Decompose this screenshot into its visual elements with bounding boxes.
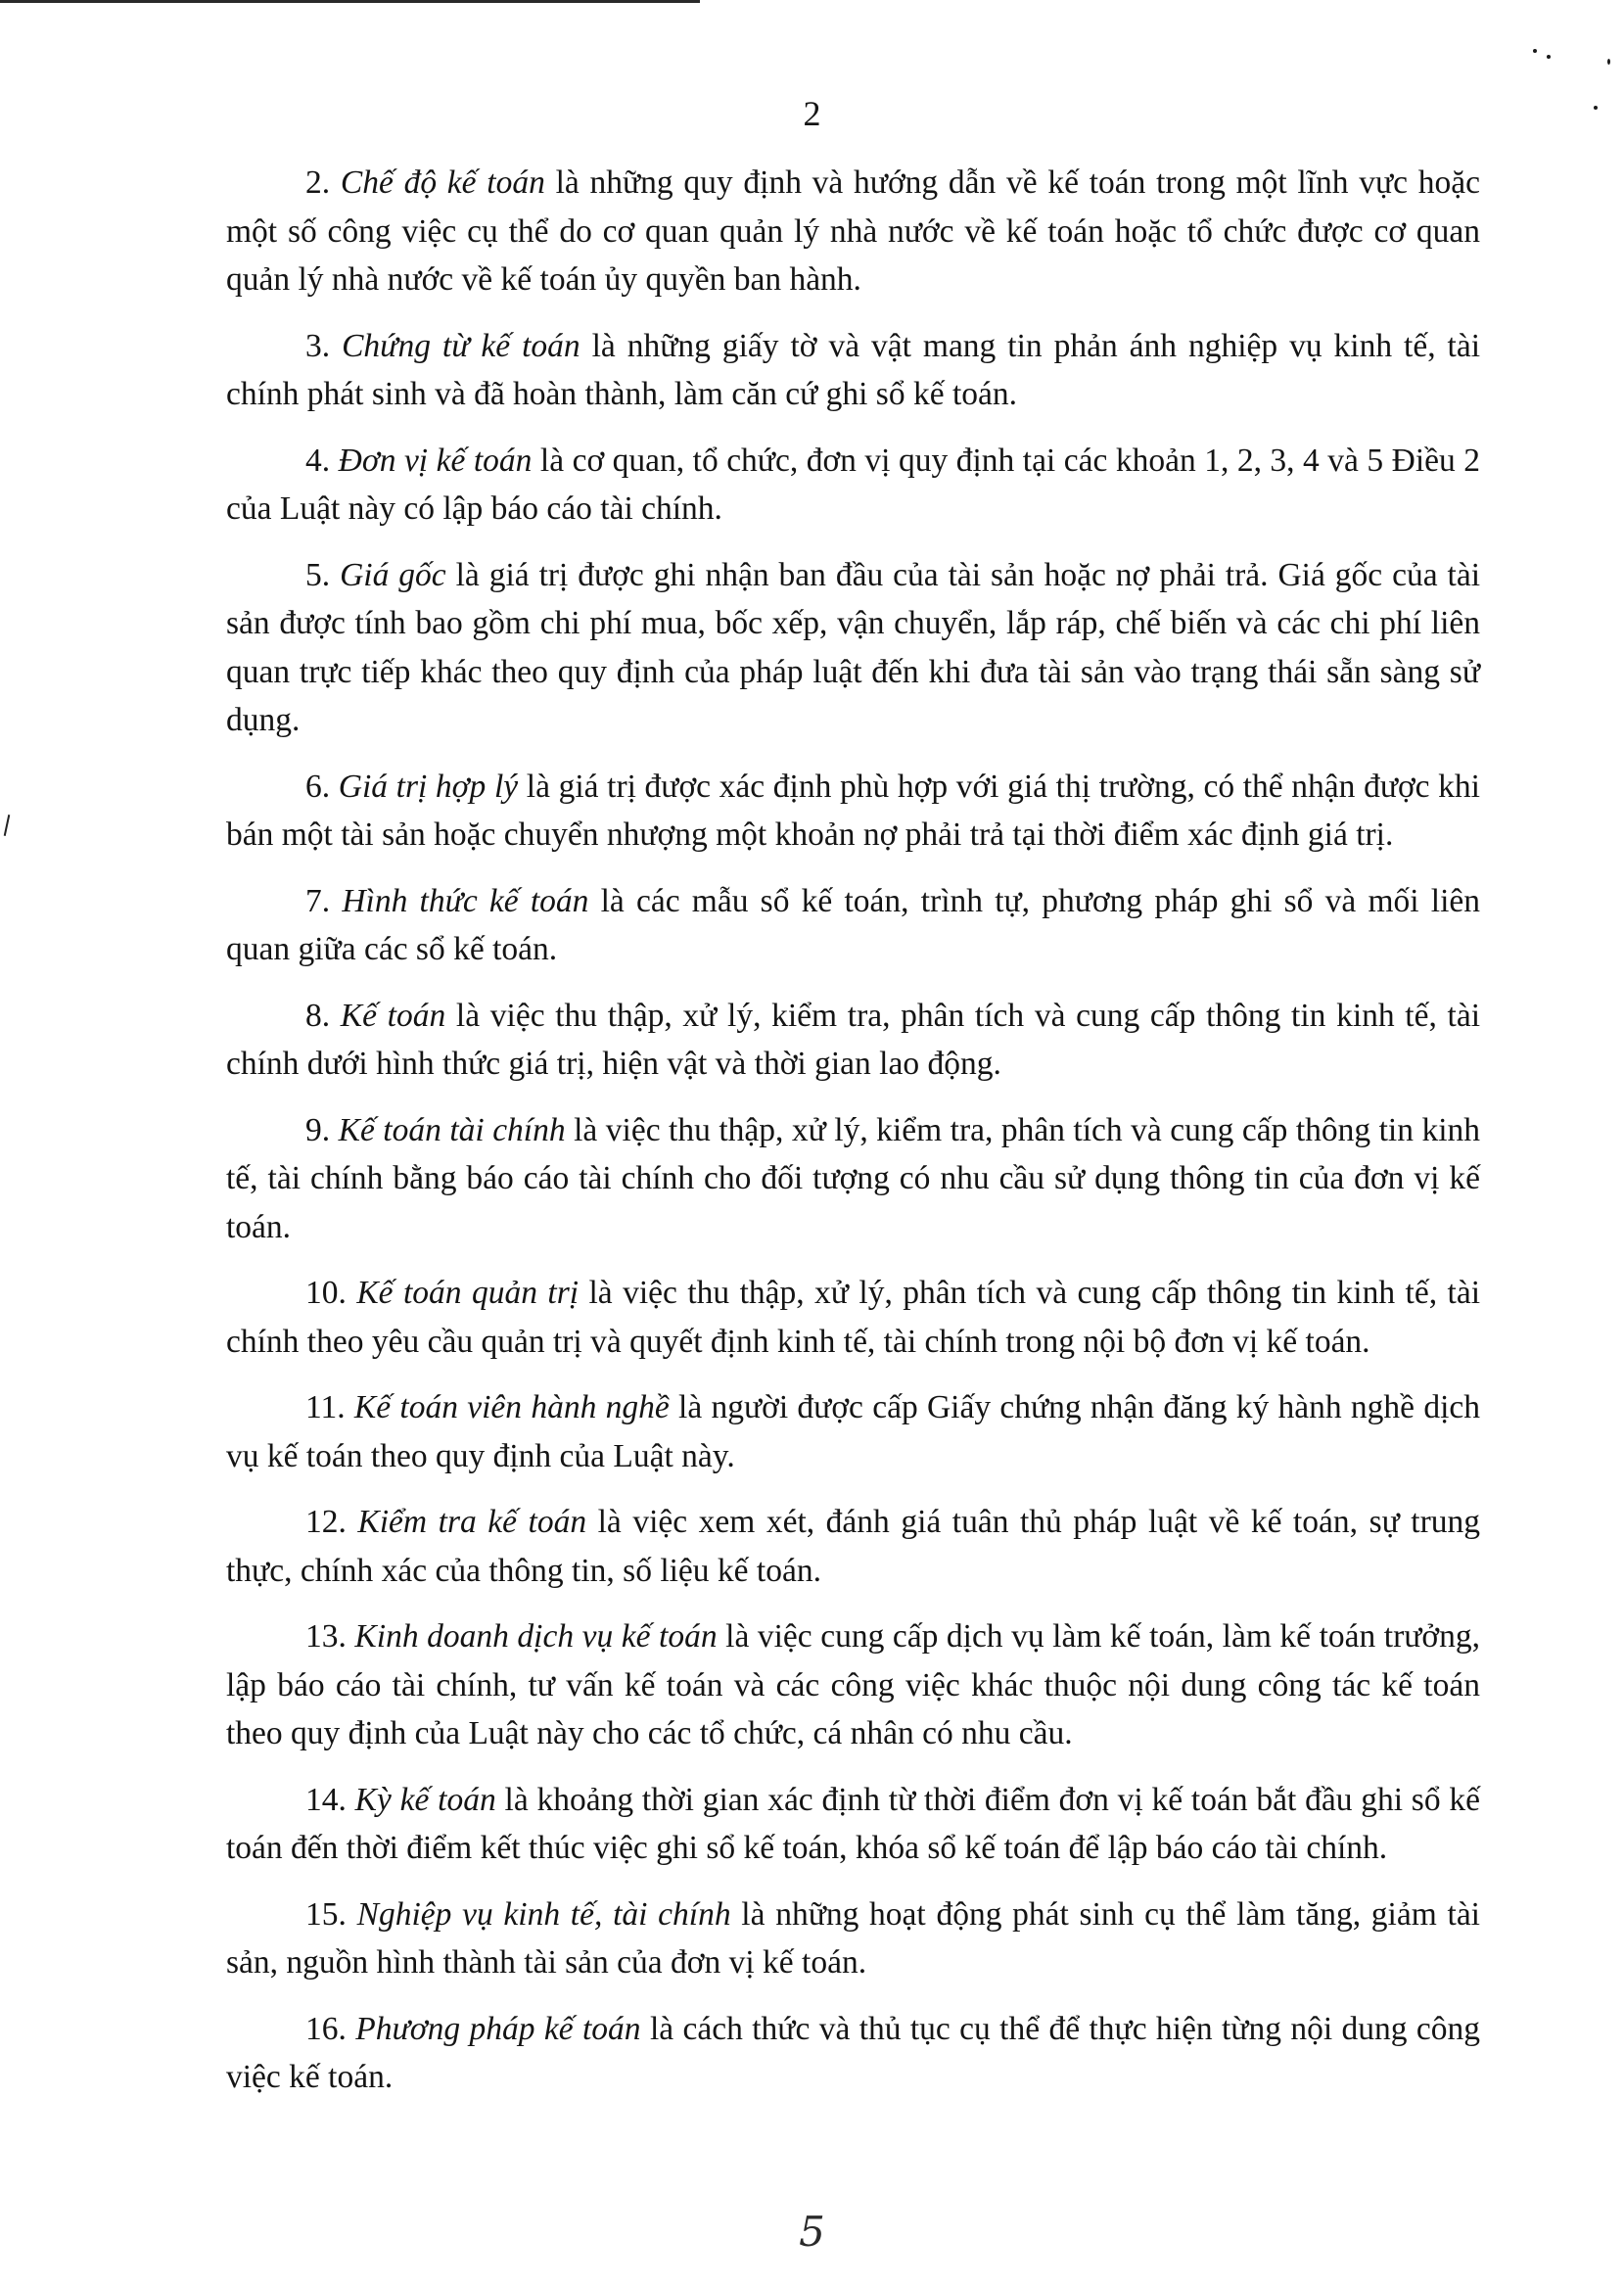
definition-text: là việc cung cấp dịch vụ làm kế toán, làm kế toán trưởng, lập báo cáo tài chính, tư vấn kế toán và các công việc khác thuộc nội dung công tác kế toán theo quy định của Luật này cho các tổ chức, cá nhân có nhu cầu.	[226, 1618, 1481, 1751]
definition-item	[226, 159, 1480, 304]
definition-text: là việc thu thập, xử lý, kiểm tra, phân tích và cung cấp thông tin kinh tế, tài chính dưới hình thức giá trị, hiện vật và thời gian lao động.	[226, 997, 1481, 1082]
definition-text: là việc thu thập, xử lý, kiểm tra, phân tích và cung cấp thông tin kinh tế, tài chính bằng báo cáo tài chính cho đối tượng có nhu cầu sử dụng thông tin của đơn vị kế toán.	[226, 1111, 1481, 1245]
definition-number: 8.	[305, 997, 331, 1034]
definition-text: là những quy định và hướng dẫn về kế toán trong một lĩnh vực hoặc một số công việc cụ thể do cơ quan quản lý nhà nước về kế toán hoặc tổ chức được cơ quan quản lý nhà nước về kế toán ủy quyền ban hành.	[226, 164, 1481, 298]
definition-item	[226, 551, 1480, 745]
margin-mark	[4, 815, 11, 836]
scan-speck	[1547, 55, 1551, 59]
definition-term: Giá gốc	[340, 556, 446, 593]
definition-term: Chế độ kế toán	[340, 164, 545, 201]
definition-number: 3.	[305, 327, 331, 364]
definition-term: Kế toán quản trị	[356, 1275, 580, 1311]
definition-number: 12.	[305, 1504, 347, 1540]
definition-number: 15.	[305, 1895, 347, 1933]
definition-number: 4.	[305, 442, 331, 479]
definition-text: là những hoạt động phát sinh cụ thể làm tăng, giảm tài sản, nguồn hình thành tài sản của đơn vị kế toán.	[226, 1895, 1480, 1981]
definition-text: là việc xem xét, đánh giá tuân thủ pháp luật về kế toán, sự trung thực, chính xác của thông tin, số liệu kế toán.	[226, 1504, 1481, 1589]
definition-number: 11.	[305, 1389, 346, 1425]
definition-term: Kiểm tra kế toán	[357, 1504, 587, 1540]
scan-speck	[1533, 49, 1537, 53]
scan-edge-line	[0, 0, 700, 3]
definition-term: Kế toán	[340, 997, 446, 1034]
definition-term: Hình thức kế toán	[342, 882, 589, 919]
definition-number: 7.	[305, 882, 331, 919]
definition-number: 9.	[305, 1111, 331, 1148]
definition-text: là cách thức và thủ tục cụ thể để thực hiện từng nội dung công việc kế toán.	[226, 2010, 1481, 2095]
definition-item	[226, 1106, 1480, 1252]
handwritten-page-mark: 5	[799, 2208, 825, 2256]
definition-text: là các mẫu sổ kế toán, trình tự, phương pháp ghi sổ và mối liên quan giữa các sổ kế toán.	[226, 882, 1481, 967]
definition-item	[226, 1498, 1480, 1595]
definition-term: Kỳ kế toán	[354, 1781, 496, 1818]
definition-term: Giá trị hợp lý	[338, 768, 519, 805]
definition-number: 2.	[305, 164, 331, 201]
definition-number: 5.	[305, 556, 331, 593]
definition-term: Chứng từ kế toán	[342, 327, 580, 364]
definition-item	[226, 1890, 1480, 1987]
definition-item	[226, 1383, 1480, 1480]
definition-text: là những giấy tờ và vật mang tin phản ánh nghiệp vụ kinh tế, tài chính phát sinh và đã hoàn thành, làm căn cứ ghi sổ kế toán.	[226, 327, 1481, 412]
definition-number: 6.	[305, 768, 331, 805]
page-number: 2	[803, 94, 821, 133]
definition-text: là giá trị được xác định phù hợp với giá thị trường, có thể nhận được khi bán một tài sản hoặc chuyển nhượng một khoản nợ phải trả tại thời điểm xác định giá trị.	[226, 768, 1480, 853]
definition-item	[226, 1269, 1480, 1366]
definition-item	[226, 322, 1480, 419]
definition-text: là người được cấp Giấy chứng nhận đăng ký hành nghề dịch vụ kế toán theo quy định của Luật này.	[226, 1389, 1480, 1474]
definition-number: 14.	[305, 1781, 347, 1818]
definition-item	[226, 763, 1480, 860]
definition-item	[226, 877, 1480, 974]
definition-term: Kinh doanh dịch vụ kế toán	[354, 1618, 718, 1655]
definition-item	[226, 1612, 1480, 1758]
definition-term: Kế toán tài chính	[338, 1111, 566, 1148]
definition-text: là giá trị được ghi nhận ban đầu của tài sản hoặc nợ phải trả. Giá gốc của tài sản được tính bao gồm chi phí mua, bốc xếp, vận chuyển, lắp ráp, chế biến và các chi phí liên quan trực tiếp khác theo quy định của pháp luật đến khi đưa tài sản vào trạng thái sẵn sàng sử dụng.	[226, 556, 1481, 738]
definition-term: Nghiệp vụ kinh tế, tài chính	[356, 1895, 731, 1933]
definition-item	[226, 992, 1480, 1089]
definition-term: Kế toán viên hành nghề	[353, 1389, 670, 1425]
definitions-list	[226, 159, 1480, 2120]
definition-item	[226, 2005, 1480, 2102]
scan-speck	[1607, 59, 1610, 65]
definition-item	[226, 437, 1480, 534]
definition-text: là cơ quan, tổ chức, đơn vị quy định tại các khoản 1, 2, 3, 4 và 5 Điều 2 của Luật này có lập báo cáo tài chính.	[226, 442, 1481, 527]
definition-number: 10.	[305, 1275, 347, 1311]
definition-term: Đơn vị kế toán	[338, 442, 533, 479]
definition-term: Phương pháp kế toán	[355, 2010, 641, 2047]
definition-number: 13.	[305, 1618, 347, 1655]
definition-text: là việc thu thập, xử lý, phân tích và cung cấp thông tin kinh tế, tài chính theo yêu cầu quản trị và quyết định kinh tế, tài chính trong nội bộ đơn vị kế toán.	[226, 1275, 1480, 1360]
definition-text: là khoảng thời gian xác định từ thời điểm đơn vị kế toán bắt đầu ghi sổ kế toán đến thời điểm kết thúc việc ghi sổ kế toán, khóa sổ kế toán để lập báo cáo tài chính.	[226, 1781, 1480, 1866]
definition-number: 16.	[305, 2010, 347, 2047]
definition-item	[226, 1776, 1480, 1873]
